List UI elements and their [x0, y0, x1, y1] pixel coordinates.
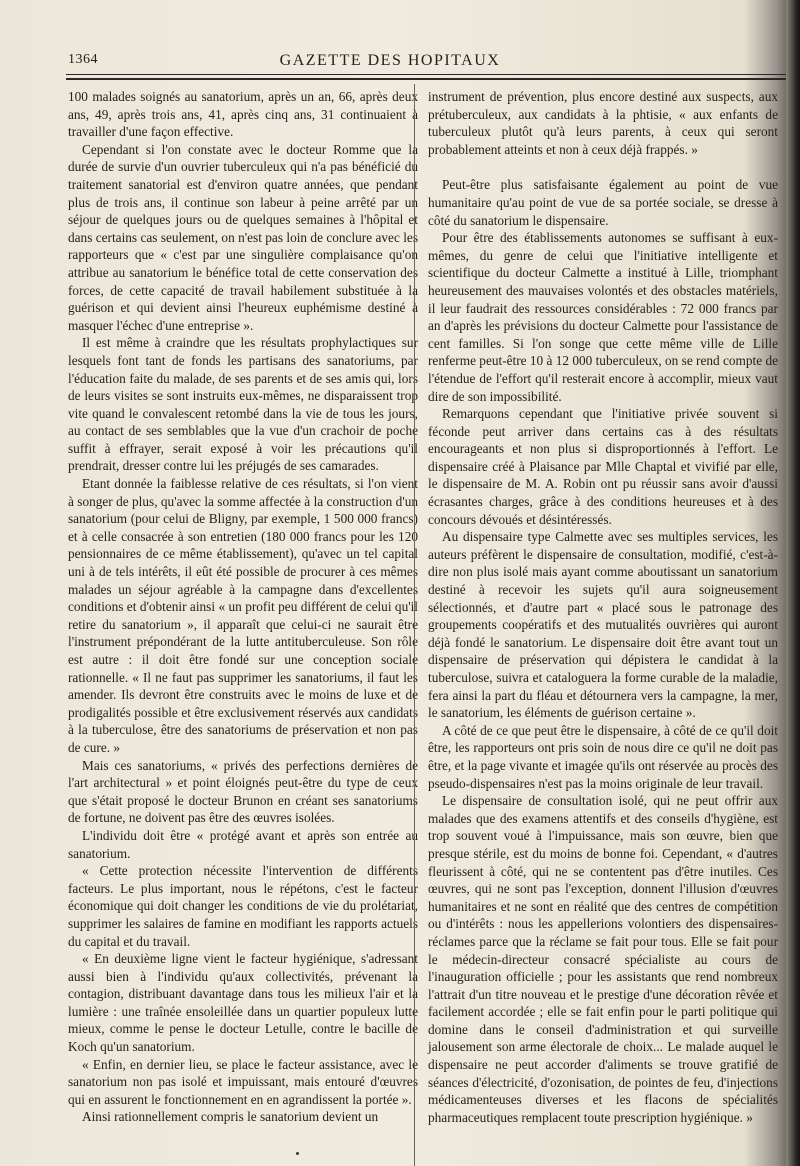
paragraph: Ainsi rationnellement compris le sanatorium devient un	[82, 1109, 379, 1125]
paragraph: « Enfin, en dernier lieu, se place le facteur assistance, avec le sanatorium non pas isolé et impuissant, mais entouré d'œuvres qui en assurent le fonctionnement en en agrandissent la portée ».	[68, 1056, 418, 1107]
column-divider	[414, 84, 415, 1166]
paragraph: Peut-être plus satisfaisante également au point de vue humanitaire qu'au point de vue de sa portée sociale, se dresse à côté du sanatorium le dispensaire.	[428, 177, 778, 228]
ink-speck	[296, 1152, 299, 1155]
paragraph: Mais ces sanatoriums, « privés des perfections dernières de l'art architectural » et point éloignés peut-être du type de ceux que s'était proposé le docteur Brunon en créant ses sanatoriums de fortune, ne doivent pas être des œuvres isolées.	[68, 757, 418, 826]
binding-shadow	[786, 0, 800, 1166]
left-column	[68, 88, 418, 1126]
paragraph: A côté de ce que peut être le dispensaire, à côté de ce qu'il doit être, les rapporteurs ont pris soin de nous dire ce qu'il ne doit pas être, et la page vivante et imagée qu'ils ont réservée au procès des pseudo-dispensaires n'est pas la moins originale de leur travail.	[428, 722, 778, 791]
paragraph: Au dispensaire type Calmette avec ses multiples services, les auteurs préfèrent le dispensaire de consultation, modifié, c'est-à-dire non plus isolé mais ayant comme aboutissant un sanatorium destiné à recevoir les sujets qu'il aura soigneusement sélectionnés, et d'autre part « placé sous le patronage des groupements coopératifs et des mutualités ouvrières qui auront déjà fondé le sanatorium. Le dispensaire doit être avant tout un dispensaire de préservation qui dépistera le candidat à la tuberculose, suivra et cataloguera la forme curable de la maladie, fera ainsi la part du fléau et détournera vers la campagne, la mer, le sanatorium, les éléments de guérison certaine ».	[428, 529, 778, 721]
page-header	[0, 52, 800, 72]
header-rule-thin	[66, 74, 788, 75]
paragraph: Cependant si l'on constate avec le docteur Romme que la durée de survie d'un ouvrier tuberculeux qui n'a pas bénéficié du traitement sanatorial est d'environ quatre années, que pendant plus de trois ans, il continue son labeur à peine arrêté par un séjour de quelques jours ou de quelques semaines à l'hôpital et dans certains cas seulement, on n'est pas loin de conclure avec les rapporteurs que « c'est par une singulière complaisance qu'on attribue au sanatorium le bénéfice total de cette conservation des forces, de cette capacité de travail habilement substituée à la guérison et qui devient ainsi l'heureux euphémisme destiné à masquer l'échec d'une entreprise ».	[68, 141, 418, 333]
paragraph: L'individu doit être « protégé avant et après son entrée au sanatorium.	[68, 827, 418, 861]
journal-title: GAZETTE DES HOPITAUX	[279, 52, 501, 69]
paragraph: « Cette protection nécessite l'intervention de différents facteurs. Le plus important, nous le répétons, c'est le facteur économique qui doit changer les conditions de vie du prolétariat, supprimer les salaires de famine en modifiant les rapports actuels du capital et du travail.	[68, 863, 418, 949]
paragraph: Pour être des établissements autonomes se suffisant à eux-mêmes, du genre de celui que l'initiative intelligente et scientifique du docteur Calmette a institué à Lille, triomphant heureusement des mauvaises volontés et des obstacles matériels, il leur faudrait des ressources considérables : 72 000 francs par an d'après les prévisions du docteur Calmette pour l'assistance de cent familles. Si l'on songe que cette même ville de Lille renferme peut-être 10 à 12 000 tuberculeux, on se rend compte de l'étendue de l'effort qu'il resterait encore à accomplir, mieux vaut dire de son impossibilité.	[428, 230, 779, 404]
right-column	[428, 88, 778, 1126]
paragraph: « En deuxième ligne vient le facteur hygiénique, s'adressant aussi bien à l'individu qu'aux collectivités, prévenant la contagion, distribuant davantage dans tous les milieux l'air et la lumière : une traînée ensoleillée dans un quartier populeux lutte mieux, comme le pense le docteur Letulle, contre le bacille de Koch qu'un sanatorium.	[68, 951, 418, 1055]
paragraph: Etant donnée la faiblesse relative de ces résultats, si l'on vient à songer de plus, qu'avec la somme affectée à la construction d'un sanatorium (pour celui de Bligny, par exemple, 1 500 000 francs) et à celle consacrée à son entretien (180 000 francs pour les 120 pensionnaires de ce même établissement), qu'avec un tel capital uni à de tels intérêts, il eût été possible de procurer à ces mêmes malades un séjour agréable à la campagne dans d'excellentes conditions et d'obtenir ainsi « un profit peu différent de celui qu'il retire du sanatorium », il apparaît que celui-ci ne saurait être l'instrument prépondérant de la lutte antituberculeuse. Son rôle est autre : il doit être fondé sur une conception sociale rationnelle. « Il ne faut pas supprimer les sanatoriums, il faut les amender. Ils devront être construits avec le moins de luxe et de prodigalités possible et être exclusivement réservés aux candidats à la tuberculose, être des sanatoriums de préservation et non pas de cure. »	[68, 476, 418, 755]
paragraph: Il est même à craindre que les résultats prophylactiques sur lesquels font tant de fonds les partisans des sanatoriums, par l'éducation faite du malade, de ses parents et de ses amis qui, lors de leurs visites se sont instruits eux-mêmes, ne disparaissent trop vite quand le convalescent retombé dans la vie de tous les jours, au contact de ses semblables que la vue d'un crachoir de poche suffit à effrayer, serait exposé à voir les précautions qu'il prendrait, dresser contre lui les préjugés de ses camarades.	[68, 335, 418, 474]
header-rule-thick	[66, 78, 788, 80]
paragraph: Le dispensaire de consultation isolé, qui ne peut offrir aux malades que des examens attentifs et des conseils d'hygiène, est trop souvent voué à l'impuissance, mais son œuvre, bien que presque stérile, est du moins de bonne foi. Cependant, « d'autres fleurissent à côté, qui ne se contentent pas d'être inutiles. Ces œuvres, qui ne sont pas l'exception, donnent l'illusion d'œuvres humanitaires et ne sont en réalité que des centres de compétition ou d'intérêts : nous les appellerions volontiers des dispensaires-réclames parce que la réclame se fait pour tous. Elle se fait pour le médecin-directeur consacré spécialiste au cours de l'inauguration officielle ; pour les assistants que rend nombreux l'attrait d'un titre nouveau et le prestige d'une décoration rêvée et facilement accordée ; elle se fait enfin pour le parti politique qui domine dans le conseil d'administration et qui surveille jalousement son arme électorale de choix... Le malade auquel le dispensaire ne peut accorder d'aliments se trouve gratifié de séances d'électricité, d'ozonisation, de pointes de feu, d'injections médicamenteuses diverses et les flacons de spécialités pharmaceutiques remplacent toute prescription hygiénique. »	[428, 793, 778, 1125]
paragraph: 100 malades soignés au sanatorium, après un an, 66, après deux ans, 49, après trois ans, 41, après cinq ans, 31 continuaient à travailler d'une façon effective.	[68, 89, 418, 140]
paragraph: Remarquons cependant que l'initiative privée souvent si féconde peut arriver dans certains cas à des résultats encourageants et non plus si disproportionnés à l'effort. Le dispensaire créé à Plaisance par Mlle Chaptal et vivifié par elle, le dispensaire de M. A. Robin ont pu réussir sans avoir d'aussi écrasantes charges, grâce à des conditions heureuses et à des concours dévoués et désintéressés.	[428, 406, 778, 527]
page-number: 1364	[68, 52, 98, 67]
paragraph: instrument de prévention, plus encore destiné aux suspects, aux prétuberculeux, aux candidats à la phtisie, « aux enfants de tuberculeux plutôt qu'à leurs parents, à ceux qui seront probablement atteints et non à ceux déjà frappés. »	[428, 89, 778, 157]
